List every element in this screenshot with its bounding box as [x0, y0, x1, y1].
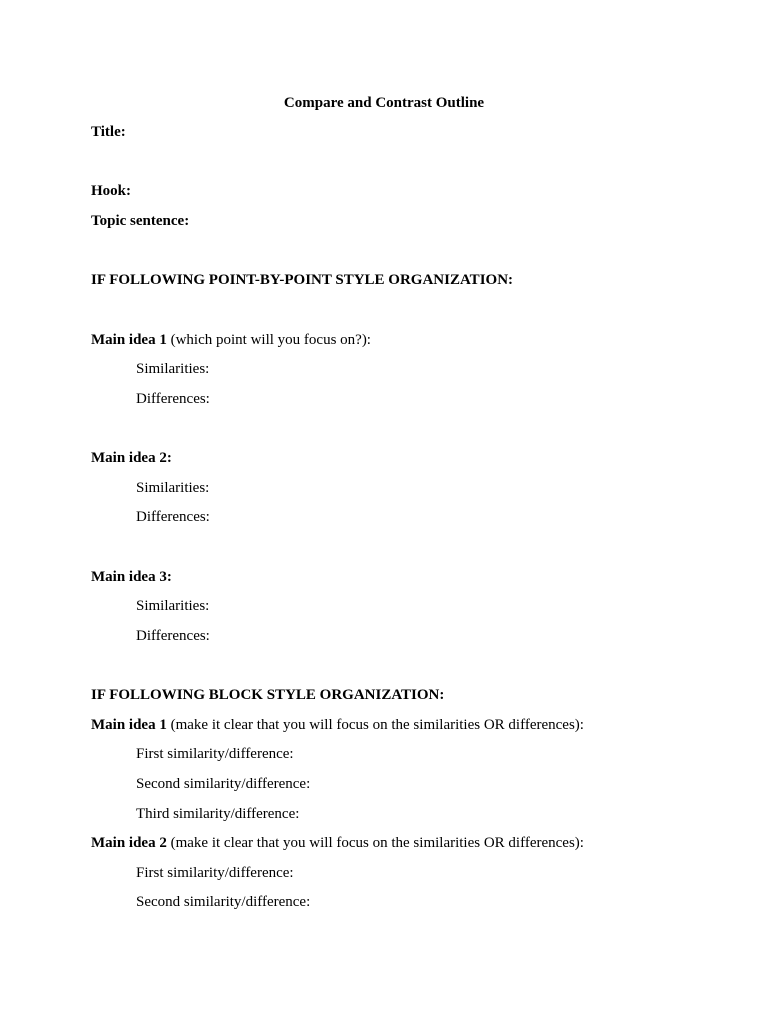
block-main-idea-2-first: First similarity/difference:	[136, 865, 294, 881]
block-main-idea-1-note: (make it clear that you will focus on the similarities OR differences):	[166, 717, 584, 733]
pbp-main-idea-2-label: Main idea 2:	[91, 450, 172, 466]
document-title: Compare and Contrast Outline	[283, 95, 485, 111]
pbp-main-idea-3-differences: Differences:	[136, 628, 210, 644]
pbp-main-idea-3-similarities: Similarities:	[136, 598, 210, 614]
block-main-idea-1	[91, 716, 584, 734]
block-main-idea-2-note: (make it clear that you will focus on the similarities OR differences):	[166, 835, 584, 851]
title-label: Title:	[91, 124, 126, 140]
pbp-main-idea-1-similarities: Similarities:	[136, 361, 210, 377]
hook-label: Hook:	[91, 183, 132, 199]
pbp-main-idea-2-similarities: Similarities:	[136, 480, 210, 496]
block-main-idea-2	[91, 834, 584, 852]
pbp-main-idea-1-note: (which point will you focus on?):	[166, 332, 371, 348]
block-style-heading: IF FOLLOWING BLOCK STYLE ORGANIZATION:	[91, 687, 445, 703]
point-by-point-heading: IF FOLLOWING POINT-BY-POINT STYLE ORGANIZATION:	[91, 272, 514, 288]
topic-sentence-label: Topic sentence:	[91, 213, 190, 229]
block-main-idea-1-second: Second similarity/difference:	[136, 776, 311, 792]
block-main-idea-1-label: Main idea 1	[91, 717, 167, 733]
block-main-idea-1-first: First similarity/difference:	[136, 746, 294, 762]
block-main-idea-2-second: Second similarity/difference:	[136, 894, 311, 910]
pbp-main-idea-3-label: Main idea 3:	[91, 569, 172, 585]
pbp-main-idea-1	[91, 331, 371, 349]
block-main-idea-2-label: Main idea 2	[91, 835, 167, 851]
block-main-idea-1-third: Third similarity/difference:	[136, 806, 300, 822]
pbp-main-idea-1-label: Main idea 1	[91, 332, 167, 348]
pbp-main-idea-1-differences: Differences:	[136, 391, 210, 407]
pbp-main-idea-2-differences: Differences:	[136, 509, 210, 525]
